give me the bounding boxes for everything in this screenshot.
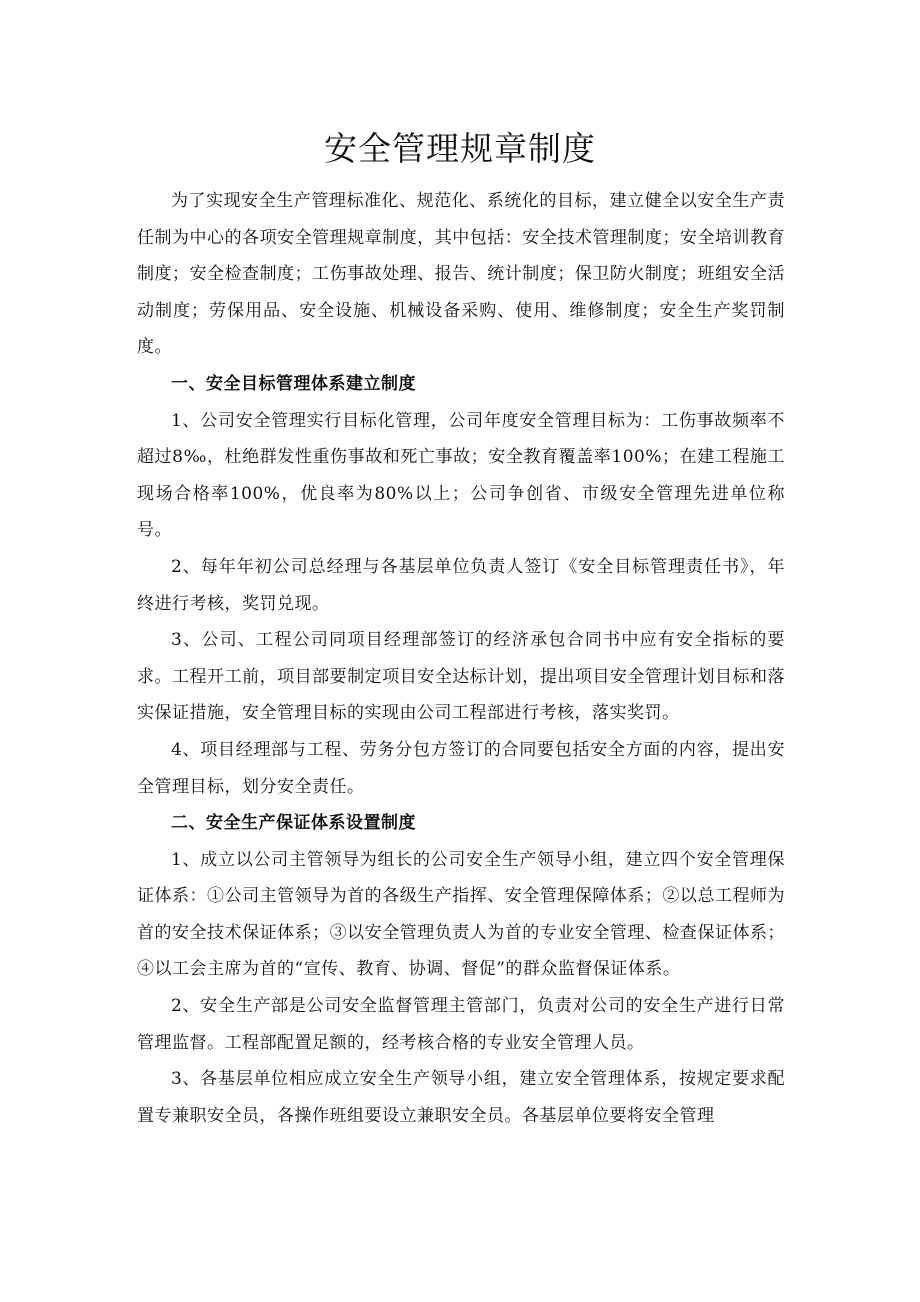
section-paragraph: 2、安全生产部是公司安全监督管理主管部门，负责对公司的安全生产进行日常管理监督。工程部配置足额的，经考核合格的专业安全管理人员。 <box>137 996 785 1053</box>
section-paragraph: 1、成立以公司主管领导为组长的公司安全生产领导小组，建立四个安全管理保证体系：①公司主管领导为首的各级生产指挥、安全管理保障体系；②以总工程师为首的安全技术保证体系；③以安全管理负责人为首的专业安全管理、检查保证体系；④以工会主席为首的“宣传、教育、协调、督促”的群众监督保证体系。 <box>137 849 785 980</box>
section-paragraph: 4、项目经理部与工程、劳务分包方签订的合同要包括安全方面的内容，提出安全管理目标，划分安全责任。 <box>137 739 785 797</box>
section-heading: 一、安全目标管理体系建立制度 <box>171 373 416 394</box>
section-paragraph: 1、公司安全管理实行目标化管理，公司年度安全管理目标为：工伤事故频率不超过8‰，杜绝群发性重伤事故和死亡事故；安全教育覆盖率100%；在建工程施工现场合格率100%，优良率为80%以上；公司争创省、市级安全管理先进单位称号。 <box>137 410 785 541</box>
section-paragraph: 3、公司、工程公司同项目经理部签订的经济承包合同书中应有安全指标的要求。工程开工前，项目部要制定项目安全达标计划，提出项目安全管理计划目标和落实保证措施，安全管理目标的实现由公司工程部进行考核，落实奖罚。 <box>137 630 785 724</box>
document-body <box>137 183 785 1134</box>
section-paragraph: 3、各基层单位相应成立安全生产领导小组，建立安全管理体系，按规定要求配置专兼职安全员，各操作班组要设立兼职安全员。各基层单位要将安全管理 <box>137 1069 785 1126</box>
document-title: 安全管理规章制度 <box>324 129 596 168</box>
intro-paragraph: 为了实现安全生产管理标准化、规范化、系统化的目标，建立健全以安全生产责任制为中心的各项安全管理规章制度，其中包括：安全技术管理制度；安全培训教育制度；安全检查制度；工伤事故处理、报告、统计制度；保卫防火制度；班组安全活动制度；劳保用品、安全设施、机械设备采购、使用、维修制度；安全生产奖罚制度。 <box>137 191 785 358</box>
section-heading: 二、安全生产保证体系设置制度 <box>171 813 416 834</box>
section-paragraph: 2、每年年初公司总经理与各基层单位负责人签订《安全目标管理责任书》，年终进行考核，奖罚兑现。 <box>137 556 785 614</box>
